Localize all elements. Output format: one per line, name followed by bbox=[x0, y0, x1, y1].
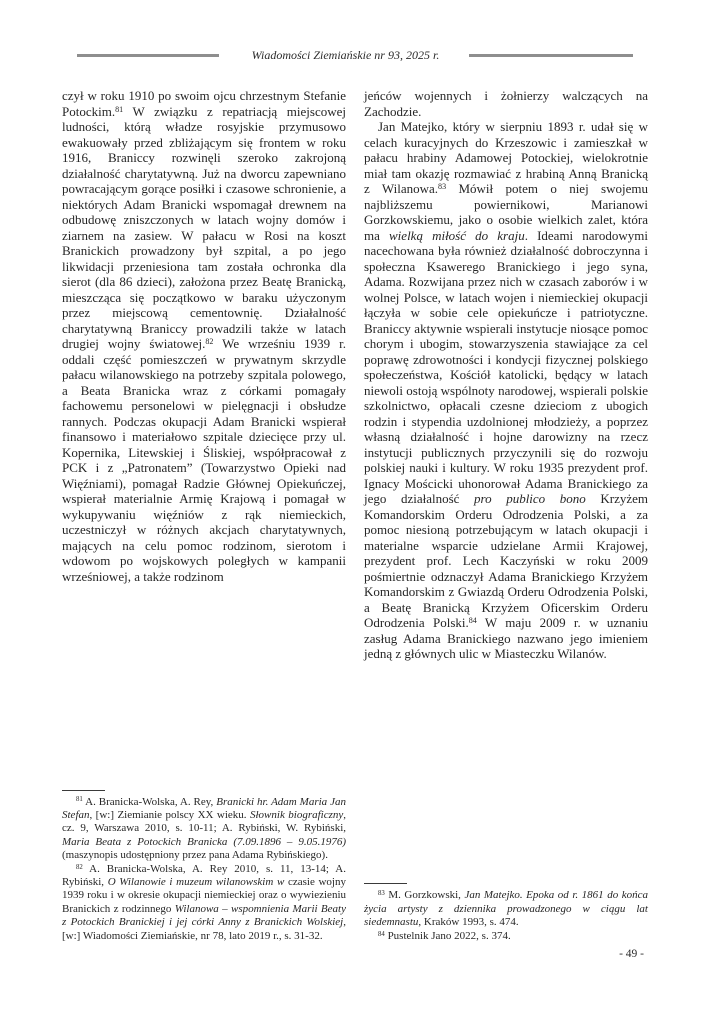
text-run: We wrześniu 1939 r. oddali część pomieszczeń w prywatnym skrzydle pałacu wilanowskiego na potrzeby szpitala polowego, a Beata Branicka wraz z córkami pomagały fachowemu personelowi w pielęgnacji i obsłudze rannych. Podczas okupacji Adam Branicki wspierał finansowo i materiałowo szpitale dziecięce przy ul. Kopernika, Litewskiej i Śliskiej, współpracował z PCK i z „Patronatem” (Towarzystwo Opieki nad Więźniami), pomagał Radzie Głównej Opiekuńczej, wspierał materialnie Armię Krajową i pomagał w wykupywaniu więźniów z rąk niemieckich, uczestniczył w różnych akcjach charytatywnych, mających na celu pomoc rodzinom, sierotom i wdowom po wojskowych poległych w kampanii wrześniowej, a także rodzinom bbox=[62, 336, 346, 584]
paragraph bbox=[364, 119, 648, 662]
header-rule-right bbox=[469, 54, 633, 57]
page-header bbox=[62, 48, 648, 62]
text-run: (maszynopis udostępniony przez pana Adama Rybińskiego). bbox=[62, 849, 328, 862]
right-footnotes bbox=[364, 889, 648, 943]
text-run: jeńców wojennych i żołnierzy walczących na Zachodzie. bbox=[364, 88, 648, 119]
footnote bbox=[364, 930, 648, 943]
text-run: W związku z repatriacją miejscowej ludności, którą władze rosyjskie przymusowo ewakuowały przed zbliżającym się frontem w roku 1916, Braniccy rozwinęli szeroko zakrojoną działalność charytatywną. Już na dworcu zapewniano powracającym gorące posiłki i czasowe schronienie, a niektórych Adam Branicki wspomagał drewnem na odbudowę zniszczonych w latach wojny domów i ziarnem na zasiew. W pałacu w Rosi na koszt Branickich prowadzony był szpital, a po jego likwidacji przeniesiona tam została ochronka dla sierot (dla 86 dzieci), założona przez Beatę Branicką, mieszcząca się początkowo w baraku użyczonym przez miejscową cementownię. Działalność charytatywną Braniccy prowadzili także w latach drugiej wojny światowej. bbox=[62, 103, 346, 351]
footnote bbox=[62, 796, 346, 863]
page-number: - 49 - bbox=[619, 948, 644, 960]
text-run: A. Branicka-Wolska, A. Rey, bbox=[82, 795, 217, 808]
text-run: Jan Matejko. Epoka od r. 1861 do końca życia artysty z dziennika prowadzonego w ciągu lat siedemnastu bbox=[364, 889, 648, 929]
right-column bbox=[364, 88, 648, 943]
paragraph bbox=[62, 88, 346, 584]
footnote-marker: 84 bbox=[468, 616, 477, 626]
footnote bbox=[364, 889, 648, 929]
text-run: Mówił potem o niej swojemu najbliższemu powiernikowi, Marianowi Gorzkowskiemu, jako o osobie wielkich zalet, która ma bbox=[364, 181, 648, 243]
text-run: Maria Beata z Potockich Branicka (7.09.1896 – 9.05.1976) bbox=[62, 835, 346, 848]
left-column bbox=[62, 88, 346, 943]
text-run: , cz. 9, Warszawa 2010, s. 10-11; A. Rybiński, W. Rybiński, bbox=[62, 808, 347, 835]
header-rule-left bbox=[77, 54, 219, 57]
text-run: Jan Matejko, który w sierpniu 1893 r. udał się w celach kuracyjnych do Krzeszowic i zamieszkał w pałacu hrabiny Adamowej Potockiej, wielokrotnie miał tam okazję rozmawiać z hrabiną Anną Branicką z Wilanowa. bbox=[364, 119, 648, 196]
text-run: M. Gorzkowski, bbox=[384, 889, 465, 902]
text-run: O Wilanowie i muzeum wilanowskim w bbox=[107, 875, 285, 888]
footnote-marker: 82 bbox=[205, 337, 214, 347]
text-run: , [w:] Ziemianie polscy XX wieku. bbox=[89, 808, 250, 821]
text-run: , Kraków 1993, s. 474. bbox=[418, 916, 519, 929]
journal-title: Wiadomości Ziemiańskie nr 93, 2025 r. bbox=[251, 48, 440, 62]
text-run: W maju 2009 r. w uznaniu zasług Adama Branickiego nazwano jego imieniem jedną z głównych ulic w Miasteczku Wilanów. bbox=[364, 615, 649, 661]
left-footnotes bbox=[62, 796, 346, 943]
text-run: Branicki hr. Adam Maria Jan Stefan bbox=[62, 795, 346, 821]
footnote bbox=[62, 863, 346, 943]
footnote-marker: 83 bbox=[378, 890, 385, 898]
text-run: Słownik biograficzny bbox=[250, 808, 344, 821]
left-column-body bbox=[62, 88, 346, 584]
footnote-separator-left bbox=[62, 790, 105, 791]
text-run: czył w roku 1910 po swoim ojcu chrzestnym Stefanie Potockim. bbox=[62, 88, 346, 119]
text-run: czasie wojny 1939 roku i w okresie okupacji niemieckiej oraz o wywiezieniu Branickich z rodzinnego bbox=[62, 875, 346, 915]
right-column-body bbox=[364, 88, 648, 662]
footnote-marker: 81 bbox=[76, 796, 83, 804]
footnote-separator-right bbox=[364, 883, 407, 884]
text-run: A. Branicka-Wolska, A. Rey 2010, s. 11, 13-14; A. Rybiński, bbox=[62, 862, 346, 888]
text-columns bbox=[62, 88, 648, 943]
left-footnote-block bbox=[62, 790, 346, 943]
text-run: wielką miłość do kraju bbox=[389, 227, 525, 243]
footnote-marker: 81 bbox=[115, 104, 124, 114]
text-run: Krzyżem Komandorskim Orderu Odrodzenia Polski, a za pomoc niesioną potrzebującym w latach okupacji i materialne wsparcie udzielane Armii Krajowej, prezydent prof. Lech Kaczyński w roku 2009 pośmiertnie odznaczył Adama Branickiego Krzyżem Komandorskim z Gwiazdą Orderu Odrodzenia Polski, a Beatę Branicką Krzyżem Oficerskim Orderu Odrodzenia Polski. bbox=[364, 491, 649, 630]
right-footnote-block bbox=[364, 883, 648, 943]
text-run: Pustelnik Jano 2022, s. 374. bbox=[384, 929, 511, 942]
footnote-marker: 82 bbox=[76, 863, 83, 871]
text-run: Wilanowa – wspomnienia Marii Beaty z Potockich Branickiej i jej córki Anny z Branickich Wolskiej bbox=[62, 902, 346, 929]
footnote-marker: 83 bbox=[438, 182, 447, 192]
footnote-marker: 84 bbox=[378, 930, 385, 938]
text-run: . Ideami narodowymi nacechowana była również działalność dobroczynna i społeczna Ksawerego Branickiego i jego syna, Adama. Rozwijana przez nich w czasach zaborów i w wolnej Polsce, w latach wojen i niemieckiej okupacji łączyła w sobie cele opiekuńcze i patriotyczne. Braniccy aktywnie wspierali instytucje niosące pomoc chorym i ubogim, stowarzyszenia stawiające za cel poprawę zdrowotności i kondycji fizycznej polskiego społeczeństwa, Kościół katolicki, będący w latach niewoli ostoją wspólnoty narodowej, wspierali polskie szkolnictwo, opłacali czesne dzieciom z ubogich rodzin i stypendia uzdolnionej młodzieży, a poprzez własną działalność i hojne darowizny na rzecz instytucji publicznych przyczynili się do rozwoju polskiej nauki i kultury. W roku 1935 prezydent prof. Ignacy Mościcki uhonorował Adama Branickiego za jego działalność bbox=[364, 227, 648, 506]
text-run: , [w:] Wiadomości Ziemiańskie, nr 78, lato 2019 r., s. 31-32. bbox=[62, 916, 346, 942]
text-run: pro publico bono bbox=[474, 491, 586, 506]
paragraph bbox=[364, 88, 648, 119]
